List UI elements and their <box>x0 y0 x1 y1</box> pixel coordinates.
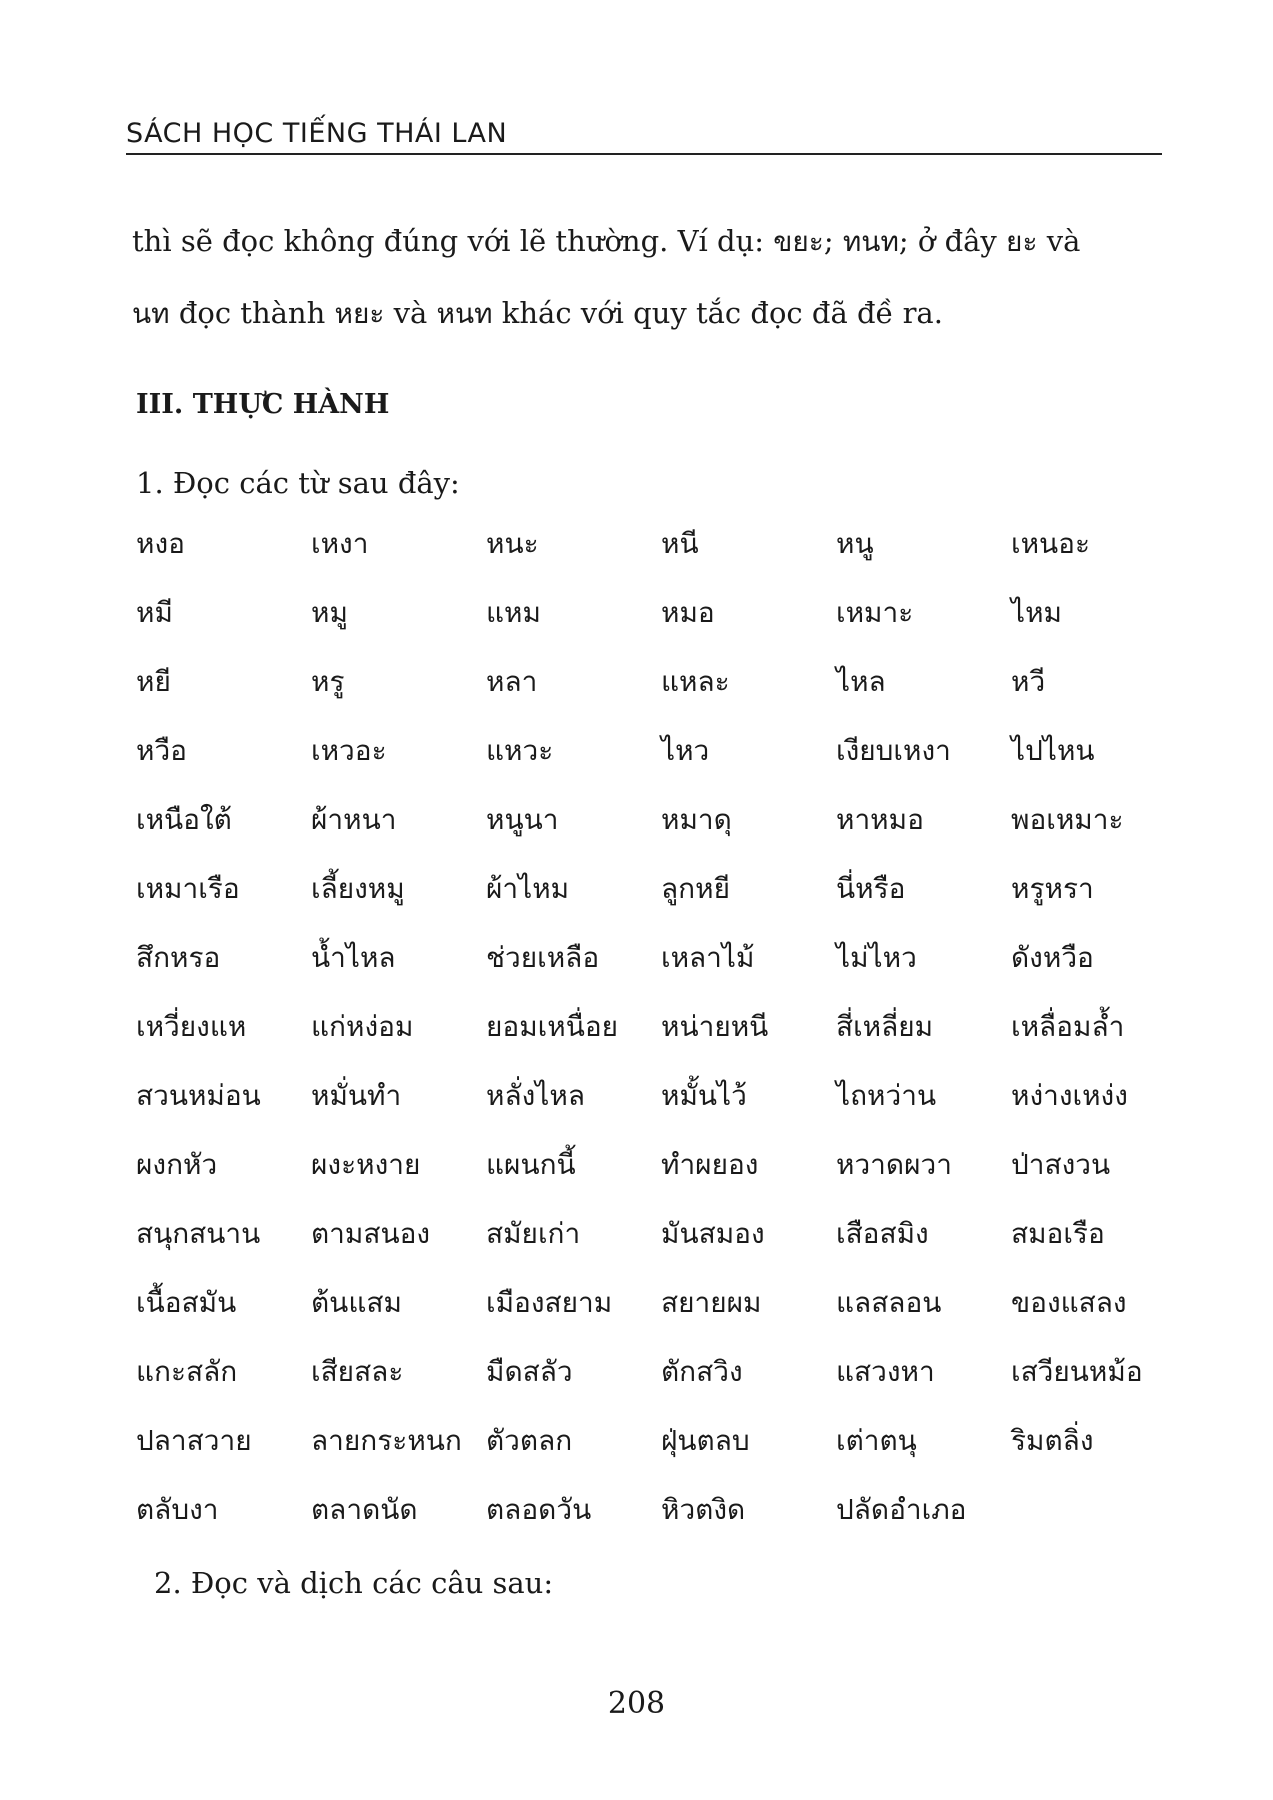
intro-line-2 <box>132 296 1152 331</box>
thai-word: สึกหรอ <box>136 941 221 974</box>
separator: ; <box>823 224 843 258</box>
thai-word: แสวงหา <box>836 1355 935 1388</box>
thai-word: มันสมอง <box>661 1217 765 1250</box>
thai-word: ไปไหน <box>1011 734 1095 767</box>
thai-word: เหวอะ <box>311 734 387 767</box>
thai-word: เงียบเหงา <box>836 734 951 767</box>
thai-word: หงอ <box>136 527 185 560</box>
thai-word: เสียสละ <box>311 1355 404 1388</box>
thai-word: ช่วยเหลือ <box>486 941 600 974</box>
thai-word: สมอเรือ <box>1011 1217 1105 1250</box>
thai-word: แลสลอน <box>836 1286 942 1319</box>
thai-word: หวือ <box>136 734 187 767</box>
thai-word: เหมาะ <box>836 596 914 629</box>
thai-word: ตลับงา <box>136 1493 219 1526</box>
thai-word: พอเหมาะ <box>1011 803 1124 836</box>
thai-word: หรูหรา <box>1011 872 1094 905</box>
thai-word: หมี <box>136 596 173 629</box>
thai-word: ทำผยอง <box>661 1148 759 1181</box>
thai-word: ป่าสงวน <box>1011 1148 1111 1181</box>
thai-word: เสือสมิง <box>836 1217 929 1250</box>
thai-word: แผนกนี้ <box>486 1148 576 1181</box>
running-header <box>126 118 1162 155</box>
thai-example-word: ยะ <box>1006 225 1038 258</box>
thai-word: ผ้าหนา <box>311 803 397 836</box>
thai-word: เมืองสยาม <box>486 1286 613 1319</box>
thai-word: สมัยเก่า <box>486 1217 581 1250</box>
thai-word: ผงะหงาย <box>311 1148 421 1181</box>
thai-word: ริมตลิ่ง <box>1011 1424 1094 1457</box>
thai-word: แหม <box>486 596 541 629</box>
thai-word: เหนอะ <box>1011 527 1091 560</box>
thai-word: ฝุ่นตลบ <box>661 1424 750 1457</box>
thai-word: สวนหม่อน <box>136 1079 261 1112</box>
thai-word: ผ้าไหม <box>486 872 570 905</box>
thai-word: เนื้อสมัน <box>136 1286 237 1319</box>
thai-word: หนู <box>836 527 874 560</box>
intro-text: và <box>384 296 437 330</box>
thai-word: หน่ายหนี <box>661 1010 769 1043</box>
thai-word: ต้นแสม <box>311 1286 402 1319</box>
thai-word: ปลัดอำเภอ <box>836 1493 967 1526</box>
thai-word: หมั่นทำ <box>311 1079 402 1112</box>
thai-word: หมอ <box>661 596 715 629</box>
thai-word: ตลาดนัด <box>311 1493 418 1526</box>
thai-word: หนะ <box>486 527 539 560</box>
thai-word: หยี <box>136 665 171 698</box>
thai-example-word: ทนท <box>842 225 899 258</box>
thai-word: สี่เหลี่ยม <box>836 1010 934 1043</box>
thai-word: หิวตงิด <box>661 1493 746 1526</box>
thai-word: ตลอดวัน <box>486 1493 592 1526</box>
thai-word: หลั่งไหล <box>486 1079 585 1112</box>
thai-word: เหนือใต้ <box>136 803 232 836</box>
thai-word: แหละ <box>661 665 730 698</box>
thai-word: ไหล <box>836 665 886 698</box>
thai-word: ไถหว่าน <box>836 1079 937 1112</box>
thai-word: เหลื่อมล้ำ <box>1011 1010 1125 1043</box>
thai-word: หมั้นไว้ <box>661 1079 747 1112</box>
intro-text: ; ở đây <box>898 224 1007 258</box>
thai-word: หวี <box>1011 665 1046 698</box>
thai-word: หนูนา <box>486 803 559 836</box>
thai-word: ลูกหยี <box>661 872 730 905</box>
thai-word: ลายกระหนก <box>311 1424 462 1457</box>
thai-word: เหวี่ยงแห <box>136 1010 247 1043</box>
thai-word: หรู <box>311 665 345 698</box>
intro-text: khác với quy tắc đọc đã đề ra. <box>492 296 943 330</box>
thai-word: ของแสลง <box>1011 1286 1127 1319</box>
thai-word: ผงกหัว <box>136 1148 218 1181</box>
thai-word: หลา <box>486 665 538 698</box>
thai-word: เลี้ยงหมู <box>311 872 405 905</box>
thai-example-word: ขยะ <box>773 225 824 258</box>
thai-word: แหวะ <box>486 734 554 767</box>
thai-word: หง่างเหง่ง <box>1011 1079 1128 1112</box>
thai-word: ยอมเหนื่อย <box>486 1010 619 1043</box>
thai-word: หวาดผวา <box>836 1148 952 1181</box>
exercise-1-label: 1. Đọc các từ sau đây: <box>136 466 460 500</box>
intro-text: thì sẽ đọc không đúng với lẽ thường. Ví dụ: <box>132 224 774 258</box>
thai-word-grid <box>136 522 1186 1557</box>
thai-word: สนุกสนาน <box>136 1217 261 1250</box>
thai-word: หาหมอ <box>836 803 924 836</box>
book-title: SÁCH HỌC TIẾNG THÁI LAN <box>126 118 508 149</box>
thai-word: นี่หรือ <box>836 872 906 905</box>
intro-text: đọc thành <box>169 296 335 330</box>
thai-word: เหมาเรือ <box>136 872 240 905</box>
intro-text: và <box>1037 224 1081 258</box>
thai-word: สยายผม <box>661 1286 762 1319</box>
thai-word: เต่าตนุ <box>836 1424 917 1457</box>
thai-example-word: หนท <box>436 297 493 330</box>
exercise-2-label: 2. Đọc và dịch các câu sau: <box>154 1566 554 1600</box>
section-heading: III. THỰC HÀNH <box>136 389 390 420</box>
thai-word: ไหม <box>1011 596 1062 629</box>
thai-word: ไหว <box>661 734 710 767</box>
thai-word: ตามสนอง <box>311 1217 431 1250</box>
thai-word: ไม่ไหว <box>836 941 917 974</box>
thai-word: ตักสวิง <box>661 1355 743 1388</box>
thai-word: เหลาไม้ <box>661 941 755 974</box>
thai-word: แก่หง่อม <box>311 1010 414 1043</box>
thai-word: หมาดุ <box>661 803 732 836</box>
thai-word: น้ำไหล <box>311 941 396 974</box>
thai-word: เหงา <box>311 527 369 560</box>
page-number: 208 <box>607 1686 666 1721</box>
thai-word: หนี <box>661 527 699 560</box>
thai-example-word: หยะ <box>334 297 385 330</box>
intro-line-1 <box>132 224 1152 259</box>
thai-word: หมู <box>311 596 348 629</box>
thai-word: มืดสลัว <box>486 1355 573 1388</box>
thai-word: เสวียนหม้อ <box>1011 1355 1143 1388</box>
thai-word: ตัวตลก <box>486 1424 573 1457</box>
thai-word: ดังหวือ <box>1011 941 1094 974</box>
thai-word: ปลาสวาย <box>136 1424 252 1457</box>
thai-example-word: นท <box>132 297 170 330</box>
thai-word: แกะสลัก <box>136 1355 238 1388</box>
